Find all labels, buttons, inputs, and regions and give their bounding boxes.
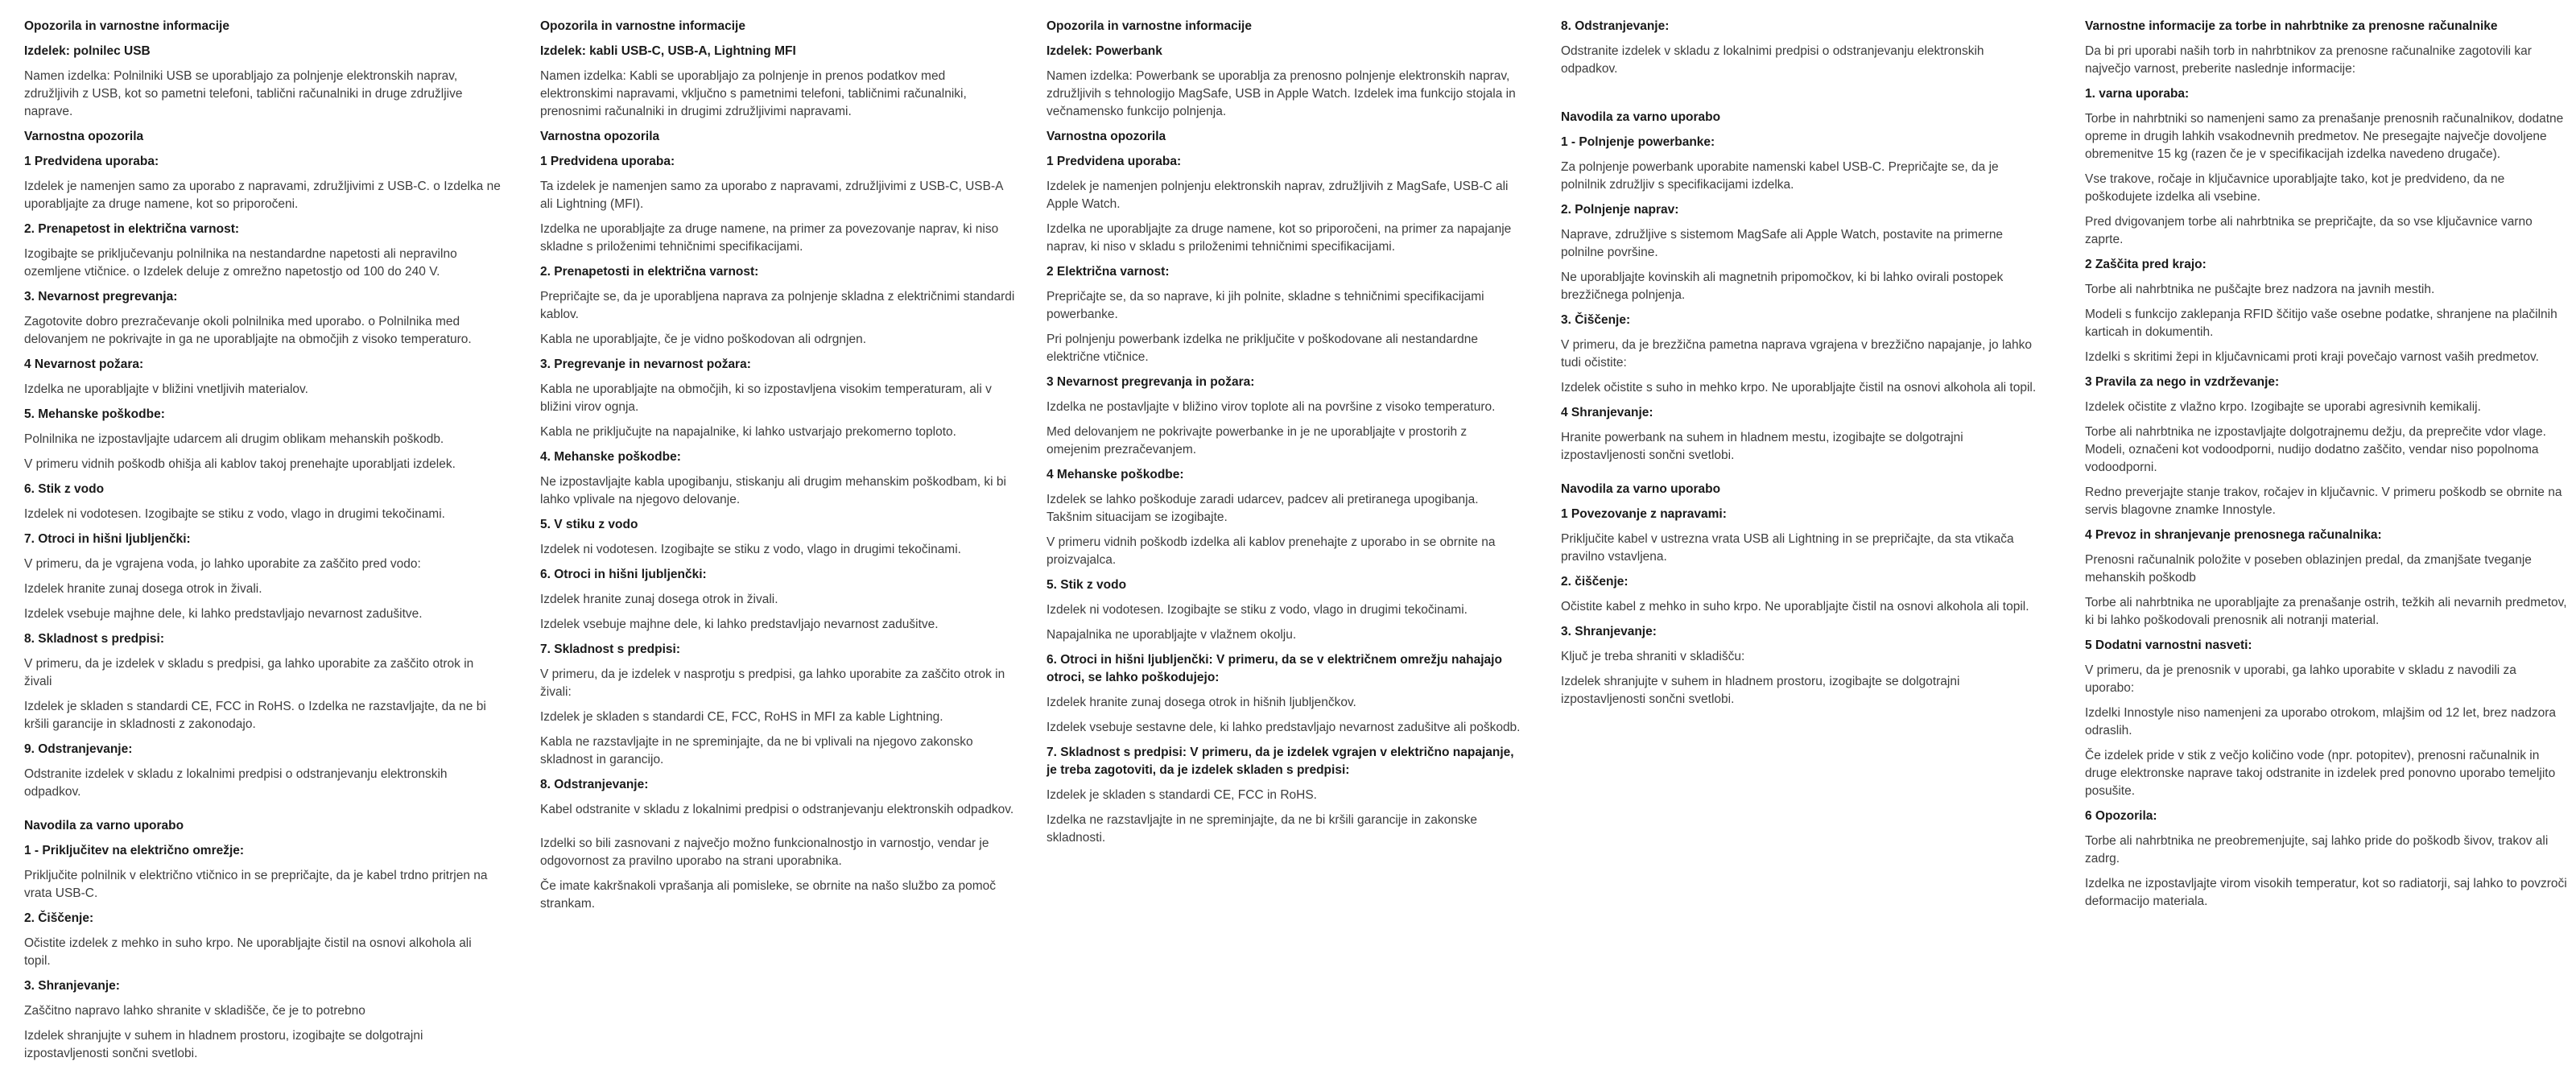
- section-heading: 1 Predvidena uporaba:: [540, 155, 675, 168]
- section-heading: 2. Čiščenje:: [24, 911, 94, 925]
- section-heading: 3. Čiščenje:: [1561, 313, 1631, 327]
- section-heading: 2. Prenapetost in električna varnost:: [24, 222, 240, 236]
- section-heading: Navodila za varno uporabo: [1561, 482, 1721, 496]
- section-heading: 2 Zaščita pred krajo:: [2085, 258, 2207, 271]
- section-heading: Varnostna opozorila: [1046, 130, 1166, 143]
- section-heading: 8. Skladnost s predpisi:: [24, 632, 164, 646]
- paragraph: Modeli s funkcijo zaklepanja RFID ščitijo vaše osebne podatke, shranjene na plačilnih karticah in dokumentih.: [2085, 308, 2557, 339]
- paragraph: Kabla ne razstavljajte in ne spreminjajte, da ne bi vplivali na njegovo zakonsko skladnost in garancijo.: [540, 735, 973, 766]
- section-heading: 6. Stik z vodo: [24, 482, 105, 496]
- section-heading: 5. Mehanske poškodbe:: [24, 407, 165, 421]
- paragraph: Priključite kabel v ustrezna vrata USB ali Lightning in se prepričajte, da sta vtikača pravilno vstavljena.: [1561, 532, 2014, 564]
- section-heading: 2 Električna varnost:: [1046, 265, 1170, 279]
- paragraph: Izdelki s skritimi žepi in ključavnicami proti kraji povečajo varnost vaših predmetov.: [2085, 350, 2539, 364]
- paragraph: Ne izpostavljajte kabla upogibanju, stiskanju ali drugim mehanskim poškodbam, ki bi lahko vplivale na njegovo delovanje.: [540, 475, 1006, 506]
- paragraph: Če izdelek pride v stik z večjo količino vode (npr. potopitev), prenosni računalnik in druge elektronske naprave takoj odstranite in izdelek pred ponovno uporabo temeljito posušite.: [2085, 749, 2556, 798]
- section-heading: 1 Povezovanje z napravami:: [1561, 507, 1727, 521]
- section-heading: 1. varna uporaba:: [2085, 87, 2190, 101]
- section-heading: Opozorila in varnostne informacije: [24, 19, 229, 33]
- paragraph: Prenosni računalnik položite v poseben oblazinjen predal, da zmanjšate tveganje mehanskih poškodb: [2085, 553, 2532, 585]
- section-heading: 4 Mehanske poškodbe:: [1046, 468, 1184, 481]
- paragraph: Prepričajte se, da je uporabljena naprava za polnjenje skladna z električnimi standardi kablov.: [540, 290, 1015, 321]
- section-heading: Varnostna opozorila: [24, 130, 144, 143]
- paragraph: Izdelek vsebuje sestavne dele, ki lahko predstavljajo nevarnost zadušitve ali poškodb.: [1046, 721, 1521, 734]
- paragraph: Izdelki so bili zasnovani z največjo možno funkcionalnostjo in varnostjo, vendar je odgovornost za pravilno uporabo na strani uporabnika.: [540, 837, 989, 868]
- paragraph: Torbe in nahrbtniki so namenjeni samo za prenašanje prenosnih računalnikov, dodatne opreme in drugih lahkih vsakodnevnih predmetov. Ne presegajte največje dovoljene obremenitve 15 kg (razen če je v specifikacijah izdelka navedeno drugače).: [2085, 112, 2564, 161]
- paragraph: Priključite polnilnik v električno vtičnico in se prepričajte, da je kabel trdno pritrjen na vrata USB-C.: [24, 869, 488, 900]
- section-heading: 5. Stik z vodo: [1046, 578, 1127, 592]
- paragraph: Prepričajte se, da so naprave, ki jih polnite, skladne s tehničnimi specifikacijami powerbanke.: [1046, 290, 1484, 321]
- paragraph: V primeru, da je izdelek v skladu s predpisi, ga lahko uporabite za zaščito otrok in živali: [24, 657, 474, 688]
- column-cables: [540, 18, 1017, 920]
- paragraph: Zagotovite dobro prezračevanje okoli polnilnika med uporabo. o Polnilnika med delovanjem ne pokrivajte in ga ne uporabljajte na območjih z visoko temperaturo.: [24, 315, 472, 346]
- paragraph: Med delovanjem ne pokrivajte powerbanke in je ne uporabljajte v prostorih z omejenim prezračevanjem.: [1046, 425, 1468, 457]
- paragraph: Odstranite izdelek v skladu z lokalnimi predpisi o odstranjevanju elektronskih odpadkov.: [24, 767, 448, 799]
- paragraph: Torbe ali nahrbtnika ne preobremenjujte, saj lahko pride do poškodb šivov, trakov ali zadrg.: [2085, 834, 2549, 866]
- paragraph: Izdelka ne izpostavljajte virom visokih temperatur, kot so radiatorji, saj lahko to povzroči deformacijo materiala.: [2085, 877, 2567, 908]
- paragraph: Pred dvigovanjem torbe ali nahrbtnika se prepričajte, da so vse ključavnice varno zaprte.: [2085, 215, 2533, 246]
- section-heading: 6 Opozorila:: [2085, 809, 2157, 823]
- paragraph: Izdelek je skladen s standardi CE, FCC in RoHS.: [1046, 788, 1317, 802]
- section-heading: Navodila za varno uporabo: [24, 819, 184, 832]
- paragraph: Izdelek je namenjen polnjenju elektronskih naprav, združljivih z MagSafe, USB-C ali Apple Watch.: [1046, 180, 1509, 211]
- paragraph: Namen izdelka: Polnilniki USB se uporabljajo za polnjenje elektronskih naprav, združljivih z USB, kot so pametni telefoni, tablični računalniki in druge združljive naprave.: [24, 69, 463, 118]
- paragraph: Izdelka ne uporabljajte za druge namene, kot so priporočeni, na primer za napajanje naprav, ki niso v skladu s priloženimi tehničnimi specifikacijami.: [1046, 222, 1512, 254]
- paragraph: Izdelka ne uporabljajte v bližini vnetljivih materialov.: [24, 382, 308, 396]
- paragraph: Izdelek očistite z vlažno krpo. Izogibajte se uporabi agresivnih kemikalij.: [2085, 400, 2481, 414]
- paragraph: V primeru, da je vgrajena voda, jo lahko uporabite za zaščito pred vodo:: [24, 557, 421, 571]
- paragraph: Kabla ne uporabljajte na območjih, ki so izpostavljena visokim temperaturam, ali v bližini virov ognja.: [540, 382, 992, 414]
- paragraph: Kabla ne uporabljajte, če je vidno poškodovan ali odrgnjen.: [540, 333, 867, 346]
- paragraph: Očistite kabel z mehko in suho krpo. Ne uporabljajte čistil na osnovi alkohola ali topil.: [1561, 600, 2029, 613]
- section-heading: 7. Otroci in hišni ljubljenčki:: [24, 532, 191, 546]
- section-heading: 1 - Polnjenje powerbanke:: [1561, 135, 1715, 149]
- section-heading: 1 - Priključitev na električno omrežje:: [24, 844, 245, 857]
- section-heading: 4. Mehanske poškodbe:: [540, 450, 681, 464]
- section-heading: 7. Skladnost s predpisi: V primeru, da je izdelek vgrajen v električno napajanje, je treba zagotoviti, da je izdelek skladen s predpisi:: [1046, 746, 1514, 777]
- paragraph: Izdelek ni vodotesen. Izogibajte se stiku z vodo, vlago in drugimi tekočinami.: [540, 543, 961, 556]
- paragraph: Izdelek očistite s suho in mehko krpo. Ne uporabljajte čistil na osnovi alkohola ali topil.: [1561, 381, 2037, 395]
- section-heading: 2. čiščenje:: [1561, 575, 1629, 589]
- section-heading: 6. Otroci in hišni ljubljenčki:: [540, 568, 707, 581]
- paragraph: Izdelek hranite zunaj dosega otrok in živali.: [24, 582, 262, 596]
- paragraph: Ključ je treba shraniti v skladišču:: [1561, 650, 1745, 663]
- paragraph: Torbe ali nahrbtnika ne izpostavljajte dolgotrajnemu dežju, da preprečite vdor vlage. Modeli, označeni kot vodoodporni, nudijo dodatno zaščito, vendar niso popolnoma vodoodporni.: [2085, 425, 2546, 474]
- paragraph: Namen izdelka: Kabli se uporabljajo za polnjenje in prenos podatkov med elektronskimi napravami, vključno s pametnimi telefoni, tabličnimi računalniki, prenosnimi računalniki in drugimi združljivimi napravami.: [540, 69, 967, 118]
- section-heading: 3 Pravila za nego in vzdrževanje:: [2085, 375, 2280, 389]
- paragraph: Izdelek je skladen s standardi CE, FCC, RoHS in MFI za kable Lightning.: [540, 710, 943, 724]
- paragraph: Zaščitno napravo lahko shranite v skladišče, če je to potrebno: [24, 1004, 365, 1018]
- section-heading: 3 Nevarnost pregrevanja in požara:: [1046, 375, 1255, 389]
- section-heading: Izdelek: Powerbank: [1046, 44, 1162, 58]
- paragraph: Izdelek ni vodotesen. Izogibajte se stiku z vodo, vlago in drugimi tekočinami.: [24, 507, 445, 521]
- section-heading: Varnostna opozorila: [540, 130, 660, 143]
- section-heading: Opozorila in varnostne informacije: [1046, 19, 1252, 33]
- paragraph: Ne uporabljajte kovinskih ali magnetnih pripomočkov, ki bi lahko ovirali postopek brezžičnega polnjenja.: [1561, 271, 2004, 302]
- section-heading: Izdelek: polnilec USB: [24, 44, 151, 58]
- section-heading: Opozorila in varnostne informacije: [540, 19, 745, 33]
- paragraph: Vse trakove, ročaje in ključavnice uporabljajte tako, kot je predvideno, da ne poškodujete izdelka ali vsebine.: [2085, 172, 2505, 204]
- paragraph: Izdelka ne postavljajte v bližino virov toplote ali na površine z visoko temperaturo.: [1046, 400, 1496, 414]
- paragraph: V primeru vidnih poškodb izdelka ali kablov prenehajte z uporabo in se obrnite na proizvajalca.: [1046, 535, 1496, 567]
- paragraph: Hranite powerbank na suhem in hladnem mestu, izogibajte se dolgotrajni izpostavljenosti sončni svetlobi.: [1561, 431, 1963, 462]
- paragraph: Kabel odstranite v skladu z lokalnimi predpisi o odstranjevanju elektronskih odpadkov.: [540, 803, 1014, 816]
- paragraph: Če imate kakršnakoli vprašanja ali pomisleke, se obrnite na našo službo za pomoč strankam.: [540, 879, 997, 911]
- paragraph: Odstranite izdelek v skladu z lokalnimi predpisi o odstranjevanju elektronskih odpadkov.: [1561, 44, 1984, 76]
- section-heading: Navodila za varno uporabo: [1561, 110, 1721, 124]
- paragraph: V primeru, da je izdelek v nasprotju s predpisi, ga lahko uporabite za zaščito otrok in živali:: [540, 667, 1005, 699]
- section-heading: 1 Predvidena uporaba:: [1046, 155, 1182, 168]
- column-powerbank: [1046, 18, 1523, 854]
- column-usage-continued: [1561, 18, 2037, 716]
- paragraph: V primeru vidnih poškodb ohišja ali kablov takoj prenehajte uporabljati izdelek.: [24, 457, 456, 471]
- section-heading: 8. Odstranjevanje:: [1561, 19, 1670, 33]
- section-heading: 3. Shranjevanje:: [1561, 625, 1657, 638]
- paragraph: Izogibajte se priključevanju polnilnika na nestandardne napetosti ali nepravilno ozemljene vtičnice. o Izdelek deluje z omrežno napetostjo od 100 do 240 V.: [24, 247, 457, 279]
- paragraph: Ta izdelek je namenjen samo za uporabo z napravami, združljivimi z USB-C, USB-A ali Lightning (MFI).: [540, 180, 1003, 211]
- section-heading: 3. Nevarnost pregrevanja:: [24, 290, 178, 304]
- paragraph: Izdelka ne uporabljajte za druge namene, na primer za povezovanje naprav, ki niso skladne s priloženimi tehničnimi specifikacijami.: [540, 222, 999, 254]
- paragraph: Izdelek vsebuje majhne dele, ki lahko predstavljajo nevarnost zadušitve.: [24, 607, 423, 621]
- paragraph: Da bi pri uporabi naših torb in nahrbtnikov za prenosne računalnike zagotovili kar največjo varnost, preberite naslednje informacije:: [2085, 44, 2532, 76]
- section-heading: 4 Nevarnost požara:: [24, 357, 144, 371]
- paragraph: Kabla ne priključujte na napajalnike, ki lahko ustvarjajo prekomerno toploto.: [540, 425, 956, 439]
- section-heading: 5. V stiku z vodo: [540, 518, 638, 531]
- paragraph: Namen izdelka: Powerbank se uporablja za prenosno polnjenje elektronskih naprav, združljivih s tehnologijo MagSafe, USB in Apple Watch. Izdelek ima funkcijo stojala in večnamensko funkcijo polnjenja.: [1046, 69, 1516, 118]
- paragraph: Torbe ali nahrbtnika ne uporabljajte za prenašanje ostrih, težkih ali nevarnih predmetov, ki bi lahko poškodovali prenosnik ali notranji material.: [2085, 596, 2567, 627]
- paragraph: Izdelek ni vodotesen. Izogibajte se stiku z vodo, vlago in drugimi tekočinami.: [1046, 603, 1468, 617]
- section-heading: 3. Pregrevanje in nevarnost požara:: [540, 357, 751, 371]
- paragraph: Izdelek je namenjen samo za uporabo z napravami, združljivimi z USB-C. o Izdelka ne uporabljajte za druge namene, kot so priporočeni.: [24, 180, 501, 211]
- column-laptop-bags: [2085, 18, 2568, 918]
- paragraph: V primeru, da je prenosnik v uporabi, ga lahko uporabite v skladu z navodili za uporabo:: [2085, 663, 2516, 695]
- paragraph: Izdelka ne razstavljajte in ne spreminjajte, da ne bi kršili garancije in zakonske skladnosti.: [1046, 813, 1478, 845]
- section-heading: 3. Shranjevanje:: [24, 979, 120, 993]
- paragraph: V primeru, da je brezžična pametna naprava vgrajena v brezžično napajanje, jo lahko tudi očistite:: [1561, 338, 2033, 370]
- paragraph: Redno preverjajte stanje trakov, ročajev in ključavnic. V primeru poškodb se obrnite na servis blagovne znamke Innostyle.: [2085, 485, 2562, 517]
- paragraph: Za polnjenje powerbank uporabite namenski kabel USB-C. Prepričajte se, da je polnilnik združljiv s specifikacijami izdelka.: [1561, 160, 1999, 192]
- section-heading: 2. Polnjenje naprav:: [1561, 203, 1679, 217]
- section-heading: 2. Prenapetosti in električna varnost:: [540, 265, 759, 279]
- paragraph: Izdelki Innostyle niso namenjeni za uporabo otrokom, mlajšim od 12 let, brez nadzora odraslih.: [2085, 706, 2557, 737]
- paragraph: Napajalnika ne uporabljajte v vlažnem okolju.: [1046, 628, 1297, 642]
- section-heading: 7. Skladnost s predpisi:: [540, 642, 680, 656]
- paragraph: Očistite izdelek z mehko in suho krpo. Ne uporabljajte čistil na osnovi alkohola ali topil.: [24, 936, 472, 968]
- paragraph: Izdelek hranite zunaj dosega otrok in hišnih ljubljenčkov.: [1046, 696, 1356, 709]
- paragraph: Izdelek se lahko poškoduje zaradi udarcev, padcev ali pretiranega upogibanja. Takšnim situacijam se izogibajte.: [1046, 493, 1479, 524]
- section-heading: 1 Predvidena uporaba:: [24, 155, 159, 168]
- paragraph: Polnilnika ne izpostavljajte udarcem ali drugim oblikam mehanskih poškodb.: [24, 432, 444, 446]
- paragraph: Torbe ali nahrbtnika ne puščajte brez nadzora na javnih mestih.: [2085, 283, 2435, 296]
- section-heading: 4 Prevoz in shranjevanje prenosnega računalnika:: [2085, 528, 2382, 542]
- section-heading: Izdelek: kabli USB-C, USB-A, Lightning MFI: [540, 44, 796, 58]
- paragraph: Izdelek shranjujte v suhem in hladnem prostoru, izogibajte se dolgotrajni izpostavljenosti sončni svetlobi.: [1561, 675, 1960, 706]
- paragraph: Pri polnjenju powerbank izdelka ne priključite v poškodovane ali nestandardne električne vtičnice.: [1046, 333, 1478, 364]
- paragraph: Izdelek je skladen s standardi CE, FCC in RoHS. o Izdelka ne razstavljajte, da ne bi kršili garancije in skladnosti z zakonodajo.: [24, 700, 486, 731]
- section-heading: Varnostne informacije za torbe in nahrbtnike za prenosne računalnike: [2085, 19, 2498, 33]
- section-heading: 9. Odstranjevanje:: [24, 742, 133, 756]
- section-heading: 5 Dodatni varnostni nasveti:: [2085, 638, 2252, 652]
- section-heading: 4 Shranjevanje:: [1561, 406, 1653, 419]
- paragraph: Izdelek vsebuje majhne dele, ki lahko predstavljajo nevarnost zadušitve.: [540, 618, 939, 631]
- section-heading: 8. Odstranjevanje:: [540, 778, 649, 791]
- paragraph: Izdelek hranite zunaj dosega otrok in živali.: [540, 593, 778, 606]
- section-heading: 6. Otroci in hišni ljubljenčki: V primeru, da se v električnem omrežju nahajajo otroci, se lahko poškodujejo:: [1046, 653, 1502, 684]
- paragraph: Izdelek shranjujte v suhem in hladnem prostoru, izogibajte se dolgotrajni izpostavljenosti sončni svetlobi.: [24, 1029, 423, 1060]
- column-usb-charger: [24, 18, 501, 1070]
- paragraph: Naprave, združljive s sistemom MagSafe ali Apple Watch, postavite na primerne polnilne površine.: [1561, 228, 2004, 259]
